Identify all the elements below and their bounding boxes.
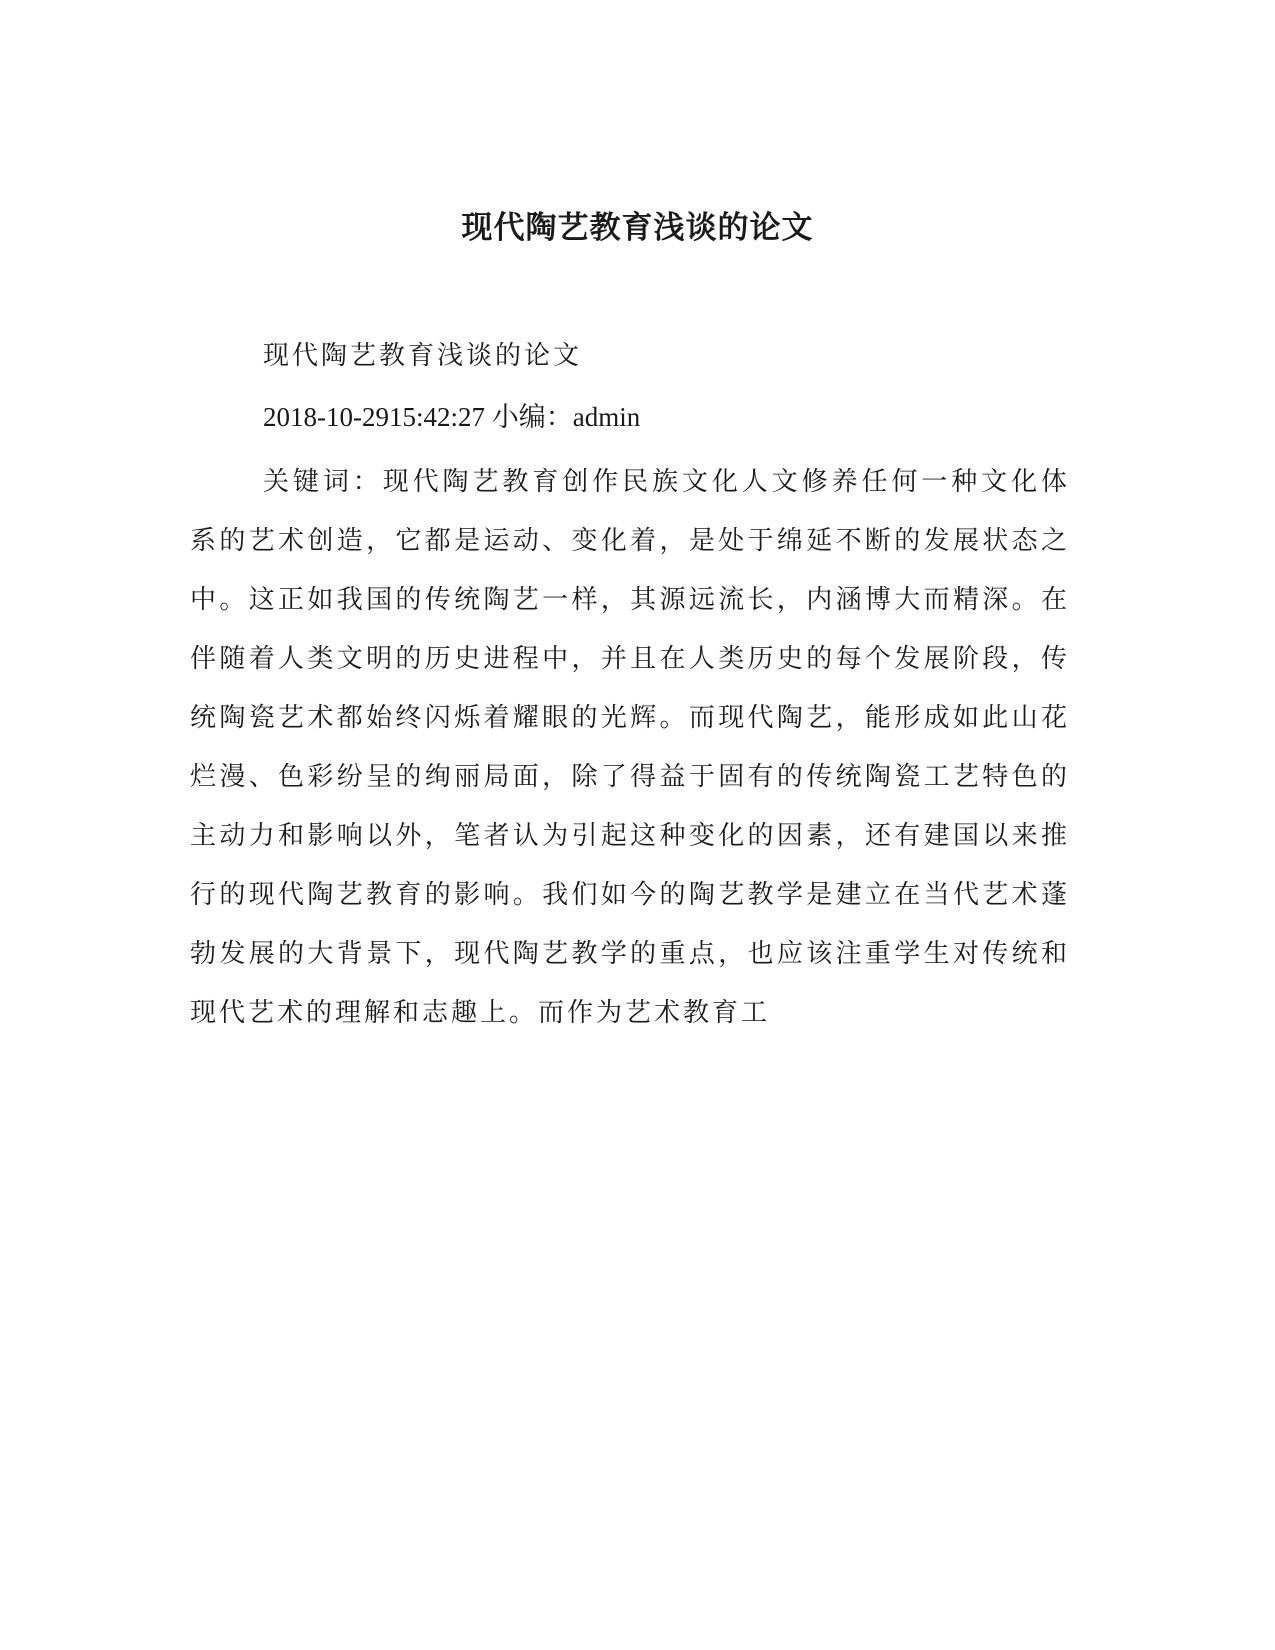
document-title: 现代陶艺教育浅谈的论文 [461,210,814,246]
document-subtitle: 现代陶艺教育浅谈的论文 [263,341,583,371]
document-body-paragraph: 关键词：现代陶艺教育创作民族文化人文修养任何一种文化体系的艺术创造，它都是运动、变化着，是处于绵延不断的发展状态之中。这正如我国的传统陶艺一样，其源远流长，内涵博大而精深。在伴随着人类文明的历史进程中，并且在人类历史的每个发展阶段，传统陶瓷艺术都始终闪烁着耀眼的光辉。而现代陶艺，能形成如此山花烂漫、色彩纷呈的绚丽局面，除了得益于固有的传统陶瓷工艺特色的主动力和影响以外，笔者认为引起这种变化的因素，还有建国以来推行的现代陶艺教育的影响。我们如今的陶艺教学是建立在当代艺术蓬勃发展的大背景下，现代陶艺教学的重点，也应该注重学生对传统和现代艺术的理解和志趣上。而作为艺术教育工 [190,467,1070,1028]
document-meta: 2018-10-2915:42:27 小编：admin [263,402,641,432]
